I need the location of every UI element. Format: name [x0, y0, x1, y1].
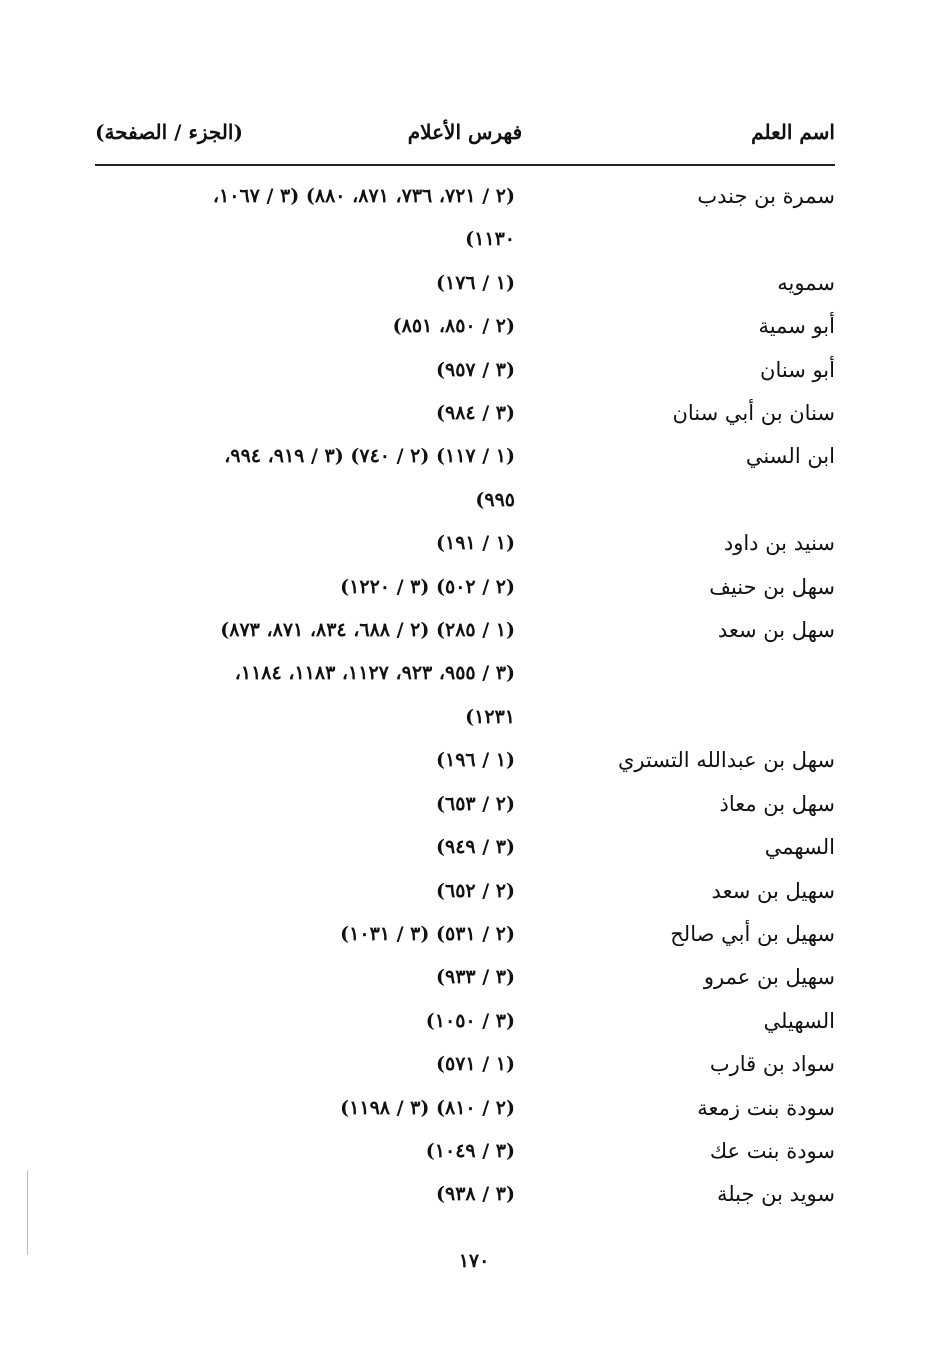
index-entry	[95, 783, 835, 826]
reference-line: (٢ / ٥٠٢) (٣ / ١٢٢٠)	[340, 575, 515, 598]
person-name: أبو سنان	[760, 357, 835, 382]
person-name: سهيل بن أبي صالح	[670, 921, 835, 946]
volume-page-references	[95, 566, 515, 609]
index-entry	[95, 826, 835, 869]
reference-line: ٩٩٥)	[475, 488, 515, 511]
person-name: سمويه	[777, 270, 835, 295]
person-name: سنان بن أبي سنان	[672, 401, 835, 426]
volume-page-references	[95, 392, 515, 435]
reference-line: (٢ / ٦٥٢)	[435, 879, 515, 902]
index-entry	[95, 609, 835, 739]
reference-line: (٣ / ٩٥٧)	[435, 358, 515, 381]
reference-line: (٣ / ٩٤٩)	[435, 836, 515, 859]
volume-page-references	[95, 435, 515, 522]
margin-mark	[27, 1170, 28, 1255]
person-name: ابن السني	[745, 444, 835, 469]
reference-line: (٢ / ٨١٠) (٣ / ١١٩٨)	[340, 1096, 515, 1119]
volume-page-references	[95, 175, 515, 262]
index-entry	[95, 1087, 835, 1130]
index-entry	[95, 566, 835, 609]
person-name: سواد بن قارب	[709, 1052, 835, 1077]
reference-line: (١ / ٥٧١)	[435, 1053, 515, 1076]
index-entry	[95, 435, 835, 522]
person-name: السهمي	[764, 835, 835, 860]
reference-line: (١ / ٢٨٥) (٢ / ٦٨٨، ٨٣٤، ٨٧١، ٨٧٣)	[220, 619, 515, 642]
reference-line: (٢ / ٧٢١، ٧٣٦، ٨٧١، ٨٨٠) (٣ / ١٠٦٧،	[212, 185, 515, 207]
index-entry	[95, 1043, 835, 1086]
volume-page-references	[95, 1087, 515, 1130]
volume-page-references	[95, 349, 515, 392]
page-header	[95, 120, 835, 156]
person-name: سهيل بن عمرو	[703, 965, 835, 990]
reference-line: (٣ / ٩٨٤)	[435, 402, 515, 425]
reference-line: (٢ / ٨٥٠، ٨٥١)	[392, 315, 515, 338]
index-entries	[95, 175, 835, 1217]
person-name: سهل بن حنيف	[709, 574, 835, 599]
volume-page-references	[95, 739, 515, 782]
volume-page-references	[95, 305, 515, 348]
reference-line: (٢ / ٥٣١) (٣ / ١٠٣١)	[340, 922, 515, 945]
reference-line: (١ / ١٩١)	[435, 532, 515, 555]
index-entry	[95, 392, 835, 435]
volume-page-references	[95, 913, 515, 956]
reference-line: ١٢٣١)	[465, 705, 515, 728]
person-name: سهل بن سعد	[717, 618, 835, 643]
index-entry	[95, 305, 835, 348]
volume-page-references	[95, 956, 515, 999]
volume-page-references	[95, 1043, 515, 1086]
person-name: السهيلي	[763, 1008, 835, 1033]
index-entry	[95, 1173, 835, 1216]
index-entry	[95, 1130, 835, 1173]
reference-line: (٢ / ٦٥٣)	[435, 792, 515, 815]
volume-page-references	[95, 1130, 515, 1173]
name-column-heading: اسم العلم	[751, 120, 835, 144]
person-name: سهل بن معاذ	[719, 791, 835, 816]
volume-page-references	[95, 1173, 515, 1216]
volume-page-references	[95, 609, 515, 739]
volume-page-references	[95, 1000, 515, 1043]
index-entry	[95, 349, 835, 392]
person-name: سويد بن جبلة	[716, 1182, 835, 1207]
index-entry	[95, 956, 835, 999]
reference-line: (٣ / ٩٣٨)	[435, 1183, 515, 1206]
page-number: ١٧٠	[458, 1250, 490, 1272]
reference-line: (١ / ١٩٦)	[435, 749, 515, 772]
person-name: سنيد بن داود	[723, 531, 835, 556]
index-entry	[95, 913, 835, 956]
reference-line: ١١٣٠)	[465, 228, 515, 251]
index-entry	[95, 262, 835, 305]
index-entry	[95, 739, 835, 782]
index-entry	[95, 175, 835, 262]
person-name: سهل بن عبدالله التستري	[617, 748, 835, 773]
reference-line: (٣ / ١٠٤٩)	[425, 1139, 515, 1162]
reference-line: (٣ / ١٠٥٠)	[425, 1009, 515, 1032]
index-entry	[95, 1000, 835, 1043]
volume-page-references	[95, 783, 515, 826]
person-name: سودة بنت زمعة	[697, 1095, 835, 1120]
volume-page-references	[95, 826, 515, 869]
person-name: سهيل بن سعد	[711, 878, 835, 903]
volume-page-references	[95, 870, 515, 913]
person-name: أبو سمية	[758, 314, 835, 339]
index-entry	[95, 870, 835, 913]
reference-line: (١ / ١٧٦)	[435, 271, 515, 294]
reference-line: (٣ / ٩٥٥، ٩٢٣، ١١٢٧، ١١٨٣، ١١٨٤،	[234, 662, 515, 685]
reference-line: (١ / ١١٧) (٢ / ٧٤٠) (٣ / ٩١٩، ٩٩٤،	[224, 445, 515, 468]
volume-page-references	[95, 262, 515, 305]
index-entry	[95, 522, 835, 565]
header-divider	[95, 164, 835, 166]
page-title: فهرس الأعلام	[407, 120, 523, 144]
reference-line: (٣ / ٩٣٣)	[435, 966, 515, 989]
person-name: سمرة بن جندب	[697, 184, 835, 208]
reference-column-heading: (الجزء / الصفحة)	[95, 120, 243, 144]
volume-page-references	[95, 522, 515, 565]
person-name: سودة بنت عك	[709, 1138, 835, 1163]
